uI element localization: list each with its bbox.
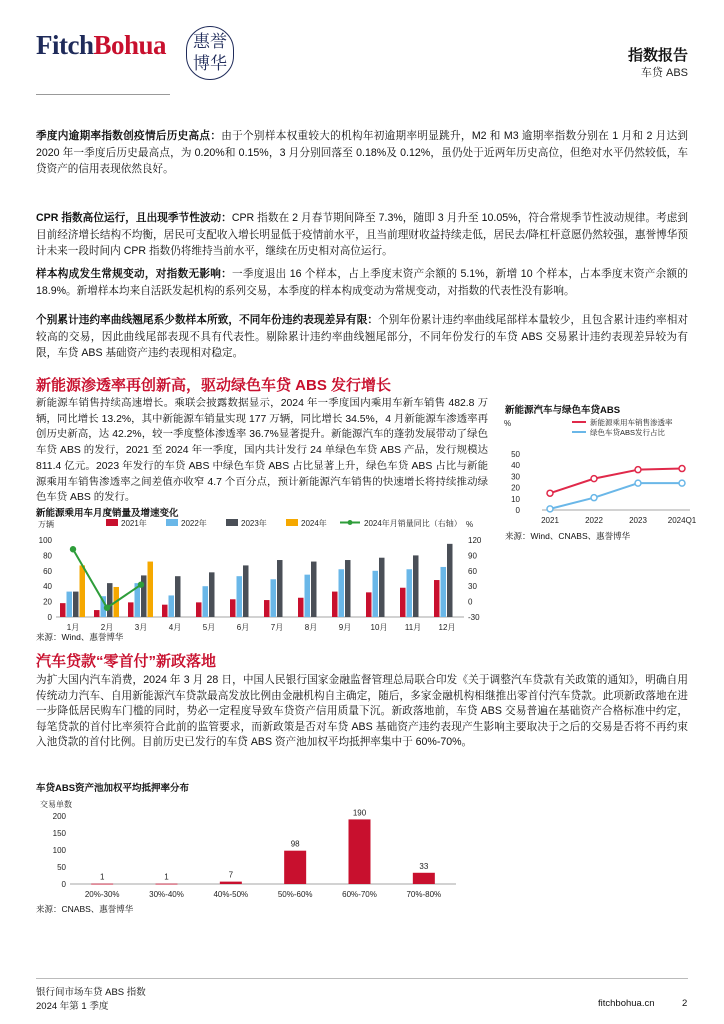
series-point bbox=[679, 466, 685, 472]
chart-source-nev-abs: 来源：Wind、CNABS、惠誉博华 bbox=[505, 531, 631, 541]
bar-3-0 bbox=[80, 565, 86, 617]
bar-1-11 bbox=[441, 567, 447, 617]
y-tick-label: 150 bbox=[52, 829, 66, 838]
series-point bbox=[591, 476, 597, 482]
x-tick-label: 2024Q1 bbox=[667, 516, 697, 525]
paragraph-sample: 样本构成发生常规变动，对指数无影响：一季度退出 16 个样本，占上季度末资产余额的 5.1%，新增 10 个样本，占本季度末资产余额的 18.9%。新增样本均来自活跃发起机构的系列交易，本季度的样本构成变动为常规变动，对指数的代表性没有影响。 bbox=[36, 268, 688, 297]
x-tick-label: 60%-70% bbox=[342, 890, 377, 899]
series-point bbox=[679, 480, 685, 486]
bar-2-7 bbox=[311, 562, 317, 617]
bar-1-0 bbox=[67, 592, 73, 617]
y-tick-label: 40 bbox=[511, 461, 520, 471]
series-point bbox=[547, 490, 553, 496]
section-heading-nev: 新能源渗透率再创新高，驱动绿色车贷 ABS 发行增长 bbox=[36, 377, 392, 394]
x-tick-label: 11月 bbox=[404, 623, 422, 632]
bar-0-10 bbox=[400, 588, 406, 617]
x-tick-label: 2021 bbox=[541, 516, 559, 525]
bar-1 bbox=[156, 884, 178, 885]
bar-1-4 bbox=[203, 586, 209, 617]
yoy-point bbox=[70, 546, 76, 552]
y-tick-label-left: 80 bbox=[43, 551, 52, 561]
footer-period: 2024 年第 1 季度 bbox=[36, 1001, 109, 1012]
footer-site-link[interactable]: fitchbohua.cn bbox=[598, 998, 655, 1009]
x-tick-label: 8月 bbox=[304, 623, 318, 632]
logo-bohua: Bohua bbox=[93, 30, 167, 60]
legend-label-2: 2023年 bbox=[241, 519, 267, 528]
bar-0-4 bbox=[196, 602, 202, 617]
bar-2-11 bbox=[447, 544, 453, 617]
y-tick-label: 30 bbox=[511, 472, 520, 482]
series-point bbox=[635, 480, 641, 486]
bar-3 bbox=[284, 851, 306, 884]
x-tick-label: 40%-50% bbox=[213, 890, 249, 899]
y-tick-label: 50 bbox=[511, 450, 520, 459]
x-tick-label: 9月 bbox=[338, 623, 352, 632]
x-tick-label: 3月 bbox=[134, 623, 148, 632]
legend-swatch-2 bbox=[226, 519, 238, 526]
chart-source-ltv: 来源：CNABS、惠誉博华 bbox=[36, 904, 134, 914]
y-axis-label-right: % bbox=[466, 520, 474, 529]
bar-0-0 bbox=[60, 603, 66, 617]
bar-2-3 bbox=[175, 576, 181, 617]
chart-ltv-distribution bbox=[36, 796, 466, 904]
series-point bbox=[635, 467, 641, 473]
legend-label-line: 2024年月销量同比（右轴） bbox=[364, 519, 462, 528]
bar-0 bbox=[91, 884, 113, 885]
bar-2-6 bbox=[277, 560, 283, 617]
chart-title-nev-abs: 新能源汽车与绿色车贷ABS bbox=[505, 405, 621, 416]
x-tick-label: 2023 bbox=[629, 516, 647, 525]
bar-1-10 bbox=[407, 569, 413, 617]
report-type: 指数报告 bbox=[627, 47, 688, 64]
bar-1-5 bbox=[237, 576, 243, 617]
legend-label-1: 2022年 bbox=[181, 519, 207, 528]
bar-label: 33 bbox=[419, 861, 429, 871]
paragraph-default: 个别累计违约率曲线翘尾系少数样本所致，不同年份违约表现差异有限：个别年份累计违约率曲线尾部样本量较少，且包含累计违约率相对较高的交易，因此曲线尾部表现不具有代表性。剔除累计违约率曲线翘尾部分，不同年份发行的车贷 ABS 交易累计违约表现差异较为有限，车贷 ABS 基础资产违约表现相对稳定。 bbox=[36, 314, 689, 359]
series-point bbox=[591, 495, 597, 501]
bar-label: 1 bbox=[99, 872, 105, 882]
y-tick-label-left: 100 bbox=[38, 536, 52, 545]
bar-0-3 bbox=[162, 605, 168, 617]
yoy-point bbox=[104, 605, 110, 611]
legend-label-0: 新能源乘用车销售渗透率 bbox=[590, 418, 673, 427]
legend-swatch-1 bbox=[166, 519, 178, 526]
bar-2-10 bbox=[413, 555, 419, 617]
y-axis-label: 交易单数 bbox=[40, 800, 72, 809]
bar-4 bbox=[349, 819, 371, 884]
x-tick-label: 10月 bbox=[370, 623, 388, 632]
bar-label: 190 bbox=[352, 808, 367, 818]
x-tick-label: 20%-30% bbox=[84, 890, 120, 899]
y-tick-label-left: 40 bbox=[43, 582, 52, 592]
bar-1-6 bbox=[271, 579, 277, 617]
x-tick-label: 7月 bbox=[270, 623, 284, 632]
x-tick-label: 70%-80% bbox=[406, 890, 442, 899]
x-tick-label: 5月 bbox=[202, 623, 216, 632]
bar-1-3 bbox=[169, 595, 175, 617]
section-body-zero-down: 为扩大国内汽车消费，2024 年 3 月 28 日，中国人民银行国家金融监督管理总局联合印发《关于调整汽车贷款有关政策的通知》，明确自用传统动力汽车、自用新能源汽车贷款最高发放比例由金融机构自主确定，随后，多家金融机构相继推出零首付汽车贷款。此项新政落地在进一步降低居民购车门槛的同时，势必一定程度导致车贷资产信用质量下沉。新政落地前，车贷 ABS 交易普遍在基础资产合格标准中约定，每笔贷款的首付比率须符合此前的监管要求，而新政策是否对车贷 ABS 基础资产违约表现产生影响主要取决于之后的交易是否将不再约束入池贷款的首付比例。目前历史已发行的车贷 ABS 资产池加权平均抵押率集中于 60%-70%。 bbox=[36, 674, 688, 749]
bar-2-8 bbox=[345, 560, 351, 617]
logo bbox=[36, 30, 166, 61]
bar-0-7 bbox=[298, 598, 304, 617]
legend-label-3: 2024年 bbox=[301, 519, 327, 528]
x-tick-label: 6月 bbox=[236, 623, 250, 632]
x-tick-label: 1月 bbox=[66, 623, 80, 632]
legend-swatch-3 bbox=[286, 519, 298, 526]
bar-0-6 bbox=[264, 600, 270, 617]
y-tick-label-left: 60 bbox=[43, 566, 52, 576]
bar-0-1 bbox=[94, 610, 100, 617]
y-axis-label-left: 万辆 bbox=[38, 520, 54, 529]
page-number: 2 bbox=[682, 998, 688, 1009]
y-tick-label-right: 120 bbox=[468, 536, 482, 545]
bar-2 bbox=[220, 882, 242, 884]
bar-0-8 bbox=[332, 592, 338, 617]
legend-label-1: 绿色车贷ABS发行占比 bbox=[590, 428, 666, 437]
series-point bbox=[547, 506, 553, 512]
y-tick-label: 200 bbox=[52, 812, 66, 821]
y-tick-label: 50 bbox=[57, 863, 66, 872]
y-tick-label-left: 0 bbox=[47, 613, 52, 622]
chart-monthly-sales bbox=[36, 515, 488, 635]
x-tick-label: 12月 bbox=[438, 623, 456, 632]
bar-2-1 bbox=[107, 583, 113, 617]
bar-0-9 bbox=[366, 592, 372, 617]
y-tick-label: 10 bbox=[511, 494, 520, 504]
logo-seal: 惠誉 博华 bbox=[186, 26, 234, 80]
y-tick-label-right: 90 bbox=[468, 551, 477, 561]
footer-title: 银行间市场车贷 ABS 指数 bbox=[36, 987, 146, 998]
bar-0-5 bbox=[230, 599, 236, 617]
bar-0-11 bbox=[434, 580, 440, 617]
bar-2-5 bbox=[243, 565, 249, 617]
y-tick-label: 0 bbox=[61, 880, 66, 889]
chart-nev-abs bbox=[500, 414, 700, 544]
y-tick-label: 20 bbox=[511, 483, 520, 493]
x-tick-label: 4月 bbox=[168, 623, 182, 632]
bar-1-7 bbox=[305, 575, 311, 617]
chart-title-monthly-sales: 新能源乘用车月度销量及增速变化 bbox=[36, 508, 179, 519]
chart-title-ltv: 车贷ABS资产池加权平均抵押率分布 bbox=[36, 783, 190, 794]
x-tick-label: 2月 bbox=[100, 623, 114, 632]
bar-label: 7 bbox=[228, 870, 234, 880]
section-body-nev: 新能源车销售持续高速增长。乘联会披露数据显示，2024 年一季度国内乘用车新车销售 482.8 万辆，同比增长 13.2%，其中新能源车销量实现 177 万辆，同比增长 34.5%，4 月新能源车渗透率再创历史新高，达 42.2%，较一季度整体渗透率 36.7%显著提升。新能源汽车的蓬勃发展带动了绿色车贷 ABS 的发行，2021 至 2024 年一季度，国内共计发行 24 单绿色车贷 ABS 产品，发行规模达 811.4 亿元。2023 年发行的车贷 ABS 中绿色车贷 ABS 占比显著上升，绿色车贷 ABS 占比与新能源乘用车销售渗透率之间差值亦收窄 4.7 个百分点，预计新能源汽车销售的快速增长将持续推动绿色车贷 ABS 的发行。 bbox=[36, 398, 488, 504]
x-tick-label: 50%-60% bbox=[277, 890, 313, 899]
report-topic: 车贷 ABS bbox=[640, 67, 688, 79]
logo-fitch: Fitch bbox=[36, 30, 94, 60]
paragraph-delinquency: 季度内逾期率指数创疫情后历史高点：由于个别样本权重较大的机构年初逾期率明显跳升，M2 和 M3 逾期率指数分别在 1 月和 2 月达到 2020 年一季度后历史最高点，为 0.20%和 0.15%，3 月分别回落至 0.18%及 0.12%，虽仍处于近两年历史高位，但绝对水平仍然较低，车贷资产的信用表现依然良好。 bbox=[36, 130, 688, 175]
legend-label-0: 2021年 bbox=[121, 519, 147, 528]
y-tick-label-left: 20 bbox=[43, 597, 52, 607]
bar-5 bbox=[413, 873, 435, 884]
bar-label: 1 bbox=[164, 872, 169, 882]
y-tick-label-right: -30 bbox=[468, 613, 480, 622]
y-tick-label: 100 bbox=[52, 846, 66, 855]
yoy-point bbox=[138, 581, 144, 587]
bar-label: 98 bbox=[290, 839, 300, 849]
bar-2-0 bbox=[73, 592, 79, 617]
footer-divider bbox=[36, 978, 688, 979]
y-tick-label: 0 bbox=[515, 506, 520, 515]
section-heading-zero-down: 汽车贷款“零首付”新政落地 bbox=[36, 653, 217, 670]
bar-1-9 bbox=[373, 571, 379, 617]
bar-2-4 bbox=[209, 572, 215, 617]
y-tick-label-right: 0 bbox=[468, 597, 473, 607]
y-tick-label-right: 30 bbox=[468, 582, 477, 592]
y-axis-label: % bbox=[504, 419, 512, 428]
legend-marker-line bbox=[348, 520, 353, 525]
bar-3-2 bbox=[148, 562, 154, 617]
chart-source-monthly-sales: 来源：Wind、惠誉博华 bbox=[36, 632, 124, 642]
legend-swatch-0 bbox=[106, 519, 118, 526]
logo-underline bbox=[36, 94, 170, 95]
y-tick-label-right: 60 bbox=[468, 566, 477, 576]
bar-0-2 bbox=[128, 602, 134, 617]
paragraph-cpr: CPR 指数高位运行，且出现季节性波动：CPR 指数在 2 月春节期间降至 7.3%，随即 3 月升至 10.05%，符合常规季节性波动规律。考虑到目前经济增长结构不均衡，居民可支配收入增长明显低于疫情前水平，且当前理财收益持续走低，居民去/降杠杆意愿仍然较强，惠誉博华预计未来一段时间内 CPR 指数仍将维持当前水平，继续在历史相对高位运行。 bbox=[36, 212, 688, 257]
bar-2-9 bbox=[379, 558, 385, 617]
x-tick-label: 2022 bbox=[585, 516, 603, 525]
bar-1-8 bbox=[339, 569, 345, 617]
x-tick-label: 30%-40% bbox=[149, 890, 184, 899]
